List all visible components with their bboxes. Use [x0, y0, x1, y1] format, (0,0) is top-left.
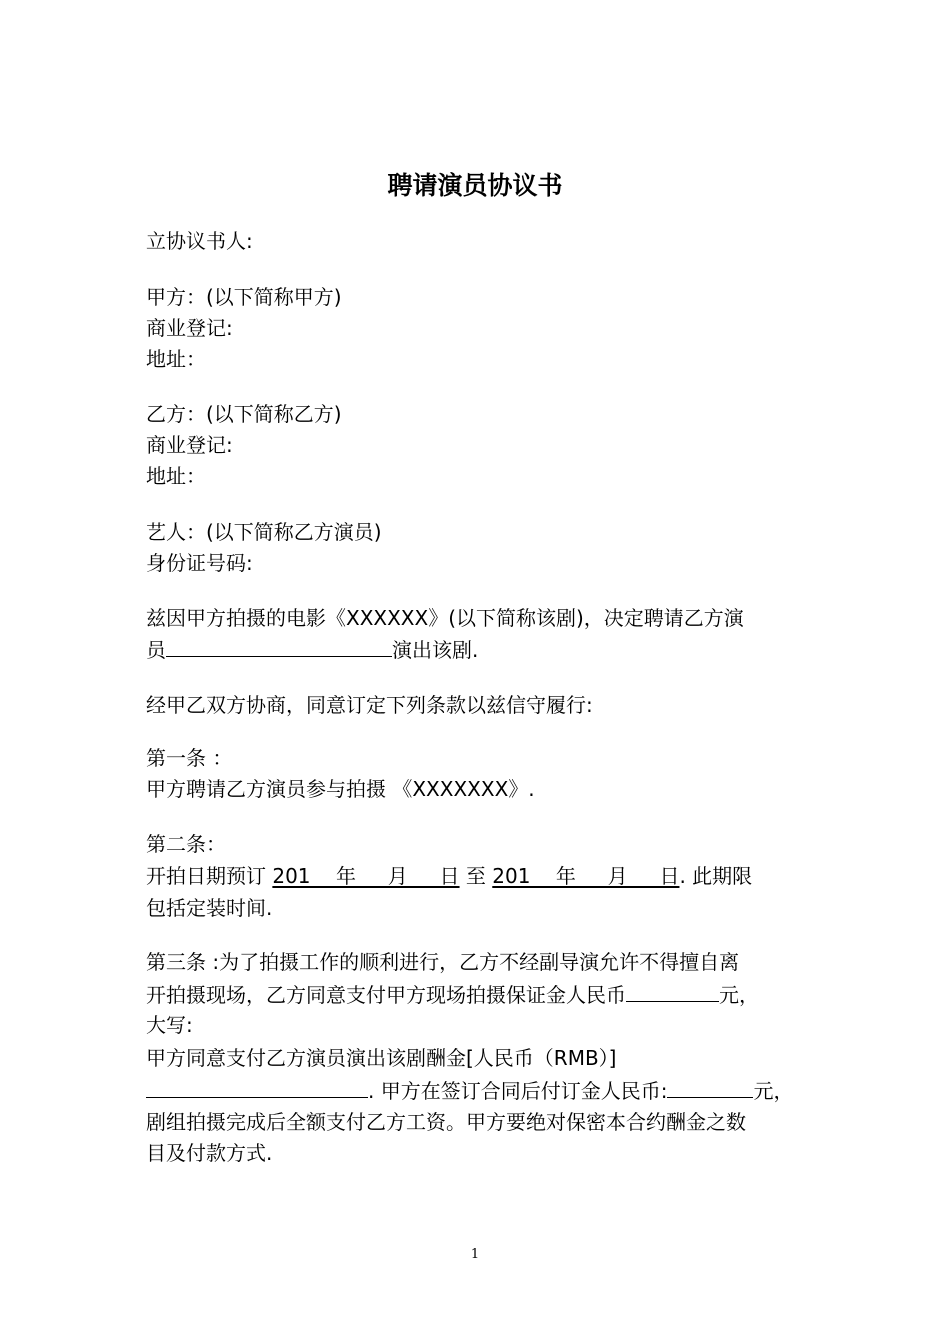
actor-name-blank: [166, 634, 392, 657]
parties-heading: 立协议书人:: [146, 229, 253, 253]
article-3-capital-amount: 大写:: [146, 1013, 193, 1037]
party-b-label: 乙方：(以下简称乙方): [146, 402, 342, 426]
start-date-label: 开拍日期预订: [146, 864, 266, 888]
deposit-text: 开拍摄现场，乙方同意支付甲方现场拍摄保证金人民币: [146, 983, 626, 1007]
date-range-separator: 至: [465, 864, 486, 888]
party-b-address: 地址：: [146, 464, 206, 488]
party-a-registration: 商业登记:: [146, 316, 233, 340]
preamble-line-2: [146, 634, 478, 665]
advance-amount-blank: [667, 1075, 753, 1098]
article-3-line-5: 剧组拍摄完成后全额支付乙方工资。甲方要绝对保密本合约酬金之数: [146, 1110, 746, 1134]
article-3-line-1: 第三条 :为了拍摄工作的顺利进行，乙方不经副导演允许不得擅自离: [146, 950, 740, 974]
artist-label: 艺人：(以下简称乙方演员): [146, 520, 382, 544]
article-2-note: 包括定装时间.: [146, 896, 273, 920]
article-2-heading: 第二条：: [146, 832, 226, 856]
agreement-statement: 经甲乙双方协商，同意订定下列条款以兹信守履行:: [146, 693, 593, 717]
party-a-label: 甲方：(以下简称甲方): [146, 285, 342, 309]
article-1-heading: 第一条 ：: [146, 746, 233, 770]
page-number: 1: [470, 1247, 480, 1262]
period-note: . 此期限: [679, 864, 753, 888]
party-b-registration: 商业登记:: [146, 433, 233, 457]
article-1-text: 甲方聘请乙方演员参与拍摄 《XXXXXXX》.: [146, 777, 535, 801]
document-title: 聘请演员协议书: [387, 171, 563, 200]
article-3-fee-line-2: [146, 1075, 793, 1106]
article-3-line-6: 目及付款方式.: [146, 1141, 273, 1165]
start-date-field: 201 年 月 日: [272, 864, 460, 888]
artist-id-number: 身份证号码:: [146, 551, 253, 575]
preamble-text-a: 员: [146, 638, 166, 662]
preamble-line-1: 兹因甲方拍摄的电影《XXXXXX》(以下简称该剧)，决定聘请乙方演: [146, 606, 744, 630]
article-3-line-2: [146, 979, 759, 1010]
party-a-address: 地址：: [146, 347, 206, 371]
preamble-text-b: 演出该剧.: [392, 638, 479, 662]
advance-payment-text: . 甲方在签订合同后付订金人民币:: [368, 1079, 668, 1103]
end-date-field: 201 年 月 日: [492, 864, 680, 888]
fee-amount-blank: [146, 1075, 368, 1098]
deposit-amount-blank: [626, 979, 719, 1002]
deposit-unit: 元，: [719, 983, 759, 1007]
article-3-fee-line: 甲方同意支付乙方演员演出该剧酬金[人民币（RMB）]: [146, 1046, 617, 1070]
article-2-dates: [146, 861, 752, 891]
advance-unit: 元，: [753, 1079, 794, 1103]
